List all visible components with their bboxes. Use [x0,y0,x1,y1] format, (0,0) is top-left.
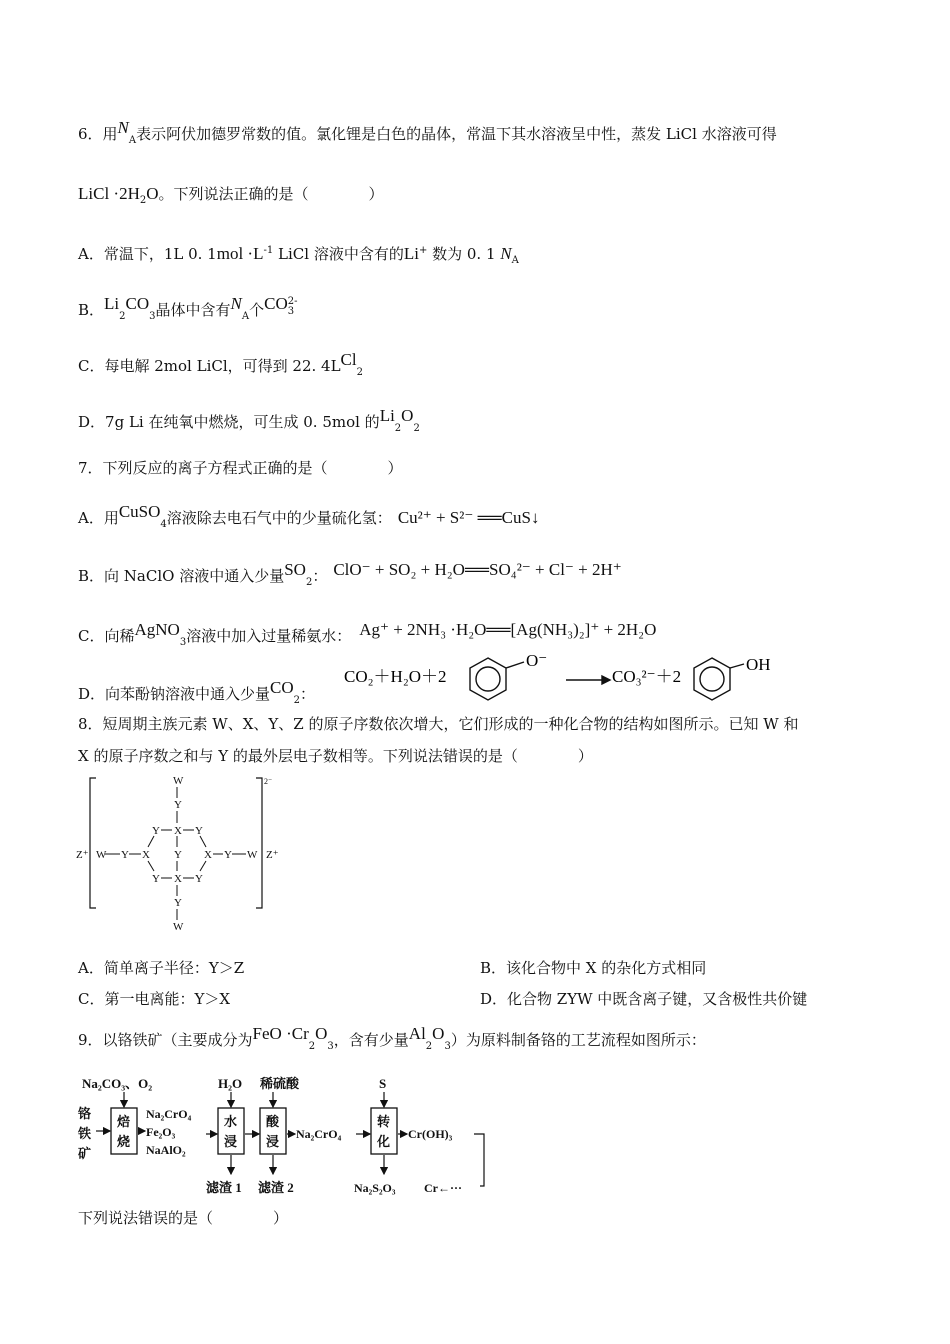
q6-option-c [78,350,363,378]
subscript: 3 [149,311,156,322]
stem-text: ，含有少量 [333,1031,409,1049]
q6-stem-text: 表示阿伏加德罗常数的值。氯化锂是白色的晶体，常温下其水溶液呈中性，蒸发 LiCl 水溶液可得 [136,125,777,143]
reagent-1: Na₂CO₃、O₂ [82,1076,153,1091]
formula: CO [270,678,294,697]
option-text: A．常温下，1L 0. 1 [78,245,217,263]
option-text: C．每电解 2mol LiCl，可得到 22. 4L [78,357,341,375]
carbonate-scripts [288,297,298,317]
option-text: A．用 [78,509,119,527]
option-text: 数为 0. 1 [432,245,496,263]
box-char: 烧 [117,1134,131,1149]
atom-y: Y [152,825,160,837]
na-subscript: A [128,135,137,146]
formula: Al [408,1024,426,1043]
atom-y: Y [174,849,182,861]
final-chromium: Cr←··· [424,1181,462,1195]
q8-stem-line1: 8．短周期主族元素 W、X、Y、Z 的原子序数依次增大，它们形成的一种化合物的结构如图所示。已知 W 和 [78,715,799,733]
structure-diagram [76,774,296,936]
formula: O [315,1024,328,1043]
eq-right: CO₃²⁻＋2 [612,667,682,686]
byproduct: Na₂S₂O₃ [354,1181,396,1195]
atom-x: X [174,825,182,837]
mix-product: NaAlO₂ [146,1143,186,1157]
na-symbol: N [500,244,512,263]
q6-question-text: 。下列说法正确的是（ ） [158,185,384,203]
eq-left: CO₂＋H₂O＋2 [344,667,447,686]
atom-y: Y [224,849,232,861]
unit: mol ·L [216,244,264,263]
stem-text: ）为原料制备铬的工艺流程如图所示： [450,1031,706,1049]
formula: Li [104,294,120,313]
carbonate-ion: CO [264,294,288,313]
phenol-equation [340,650,780,710]
subscript: 3 [287,306,295,317]
box-char: 焙 [117,1114,131,1129]
mix-product: Fe₂O₃ [146,1125,176,1139]
subscript: 2 [356,367,363,378]
box-char: 水 [224,1114,238,1129]
intermediate: Na₂CrO₄ [296,1127,342,1141]
q8-option-c: C．第一电离能：Y＞X [78,990,231,1008]
colon: ： [300,685,316,703]
q7-option-a [78,502,540,530]
benzene-ring-1 [470,658,524,700]
subscript: 2 [425,1041,433,1052]
subscript: 3 [444,1041,451,1052]
subscript: 2 [119,311,126,322]
colon: ： [312,567,328,585]
box-char: 酸 [266,1114,280,1129]
box-char: 浸 [266,1134,280,1149]
box-char: 浸 [224,1134,238,1149]
option-label: B． [78,301,105,319]
reagent-2: H₂O [218,1076,243,1091]
equation-c: Ag⁺ + 2NH₃ ·H₂O══[Ag(NH₃)₂]⁺ + 2H₂O [359,620,657,639]
atom-x: X [174,873,182,885]
q6-option-a [78,244,519,264]
process-flow-diagram [76,1074,496,1200]
subscript: 2 [305,577,313,588]
atom-y: Y [195,873,203,885]
box-char: 化 [377,1134,391,1149]
product-croh3: Cr(OH)₃ [408,1127,453,1141]
atom-w: W [247,849,258,861]
q9-tail: 下列说法错误的是（ ） [78,1209,289,1227]
option-text: 溶液除去电石气中的少量硫化氢： [166,509,392,527]
subscript: 4 [160,519,167,530]
reaction-arrow [566,676,610,684]
benzene-ring-2 [694,658,744,700]
charge-label: 2⁻ [264,777,273,786]
q8-option-b: B．该化合物中 X 的杂化方式相同 [480,959,707,977]
loop-connector [474,1134,484,1186]
na-symbol: N [117,118,129,137]
cation-z-left: Z⁺ [76,849,89,861]
atom-x: X [142,849,150,861]
box-char: 转 [377,1114,391,1129]
atom-y: Y [195,825,203,837]
formula: O [432,1024,445,1043]
li-ion: Li [403,244,419,263]
equation-b: ClO⁻ + SO₂ + H₂O══SO₄²⁻ + Cl⁻ + 2H⁺ [333,560,622,579]
formula: FeO ·Cr [252,1024,309,1043]
subscript: A [241,311,250,322]
subscript: 2 [293,695,301,706]
residue-2: 滤渣 2 [258,1180,294,1195]
phenol-label: OH [746,655,771,674]
flow-arrows [96,1092,407,1174]
subscript: A [511,255,519,266]
atom-y: Y [174,799,182,811]
option-text: C．向稀 [78,627,135,645]
option-text: 晶体中含有 [155,301,231,319]
equation-a: Cu²⁺ + S²⁻ ══CuS↓ [397,508,540,527]
reagent-4: S [379,1076,387,1091]
ore-char: 铁 [78,1126,92,1141]
option-text: 个 [249,301,265,319]
subscript: 2 [308,1041,316,1052]
atom-y: Y [121,849,129,861]
reagent-3: 稀硫酸 [260,1076,300,1091]
subscript: 3 [179,637,187,648]
option-text: 溶液中加入过量稀氨水： [186,627,352,645]
q7-option-d [78,678,316,706]
option-text: D．向苯酚钠溶液中通入少量 [78,685,271,703]
superscript: 2- [287,296,298,307]
q8-option-d: D．化合物 ZYW 中既含离子键，又含极性共价键 [480,990,808,1008]
phenoxide-label: O⁻ [526,651,548,670]
atom-x: X [204,849,212,861]
superscript: + [418,245,428,256]
q8-option-a: A．简单离子半径：Y＞Z [78,959,245,977]
subscript: 2 [139,195,147,206]
atom-w: W [173,921,184,933]
subscript: 2 [394,423,402,434]
mix-product: Na₂CrO₄ [146,1107,192,1121]
formula: CO [125,294,150,313]
q6-option-d [78,406,420,434]
chlorine-formula: Cl [340,350,357,369]
superscript: -1 [263,245,274,256]
licl-hydrate-formula: LiCl ·2H [78,184,140,203]
flow-labels [77,1076,462,1195]
q6-number: 6．用 [78,125,118,143]
formula: Li [379,406,395,425]
option-text: LiCl 溶液中含有的 [278,245,404,263]
atom-y: Y [152,873,160,885]
subscript: 3 [327,1041,334,1052]
q7-option-b [78,560,622,588]
option-text: D．7g Li 在纯氧中燃烧，可生成 0. 5mol 的 [78,413,380,431]
q7-option-c [78,620,657,648]
subscript: 2 [413,423,420,434]
formula: O [401,406,414,425]
cation-z-right: Z⁺ [266,849,279,861]
formula: SO [284,560,306,579]
q6-stem-line2 [78,184,384,204]
formula: AgNO [134,620,180,639]
q9-stem [78,1024,706,1052]
atom-w: W [173,775,184,787]
na-symbol: N [230,294,242,313]
stem-text: 9．以铬铁矿（主要成分为 [78,1031,253,1049]
q6-stem [78,118,777,146]
formula-tail: O [146,184,159,203]
q6-option-b [78,294,298,322]
q8-stem-line2: X 的原子序数之和与 Y 的最外层电子数相等。下列说法错误的是（ ） [78,747,593,765]
formula: CuSO [118,502,161,521]
q7-stem: 7．下列反应的离子方程式正确的是（ ） [78,459,403,477]
option-text: B．向 NaClO 溶液中通入少量 [78,567,285,585]
ore-char: 矿 [78,1146,92,1161]
atom-w: W [96,849,107,861]
ore-char: 铬 [78,1106,92,1121]
residue-1: 滤渣 1 [206,1180,242,1195]
atom-y: Y [174,897,182,909]
brackets [90,778,262,908]
